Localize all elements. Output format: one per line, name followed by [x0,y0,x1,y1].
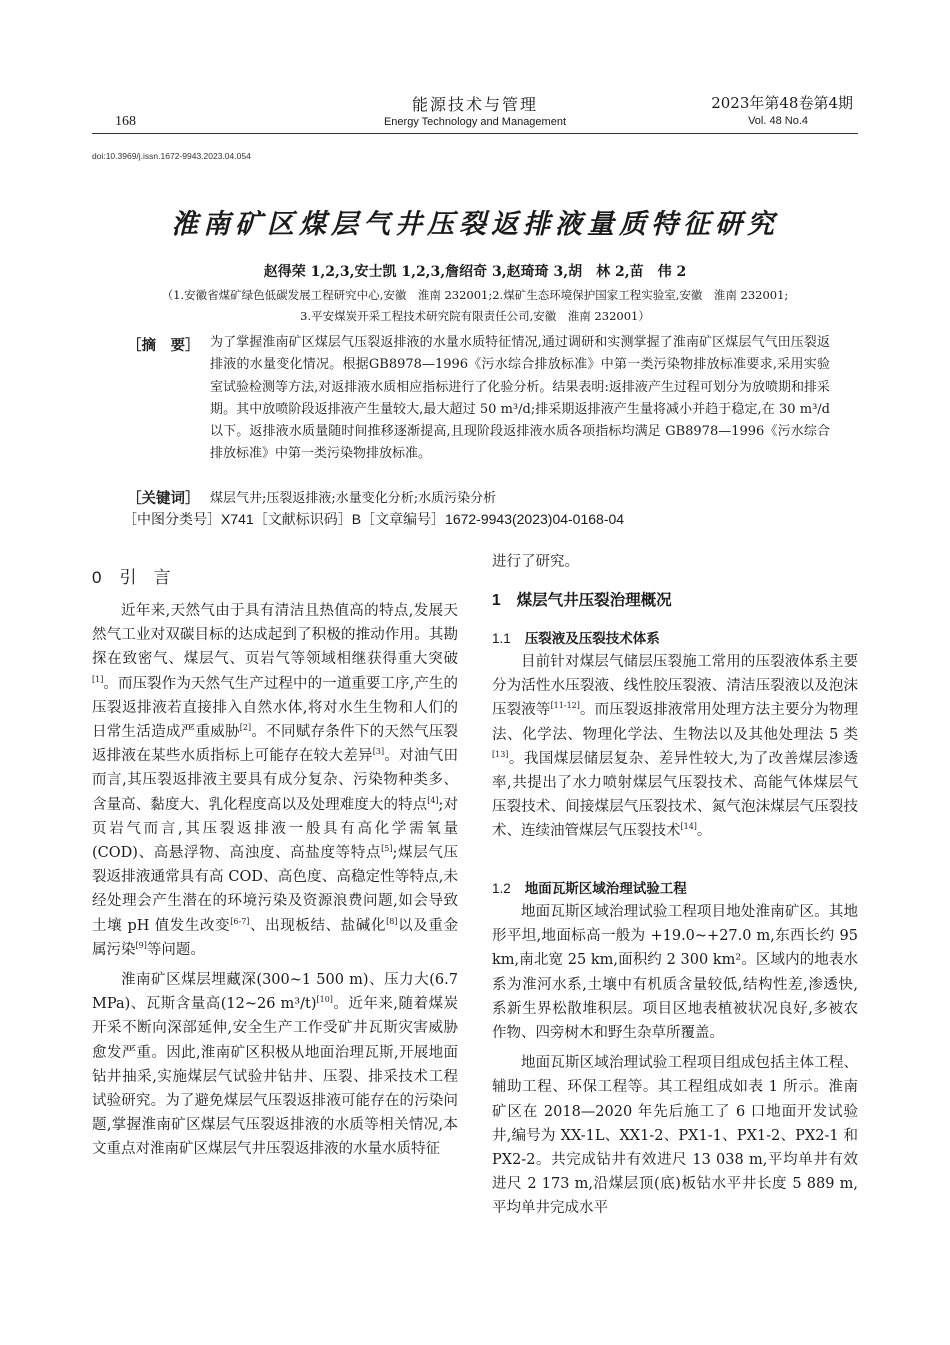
affiliation-line-2: 3.平安煤炭开采工程技术研究院有限责任公司,安徽 淮南 232001） [300,309,650,323]
citation: [1] [92,674,104,684]
section-heading-1 [492,588,672,610]
intro-paragraph-2: 淮南矿区煤层埋藏深(300~1 500 m)、压力大(6.7 MPa)、瓦斯含量高(12~26 m³/t)[10]。近年来,随着煤炭开采不断向深部延伸,安全生产工作受矿井瓦斯灾害威胁愈发严重。因此,淮南矿区积极从地面治理瓦斯,开展地面钻井抽采,实施煤层气试验井钻井、压裂、排采技术工程试验研究。为了避免煤层气压裂返排液可能存在的污染问题,掌握淮南矿区煤层气压裂返排液的水质等相关情况,本文重点对淮南矿区煤层气井压裂返排液的水量水质特征 [92,972,458,1158]
paper-title: 淮南矿区煤层气井压裂返排液量质特征研究 [171,209,779,240]
paragraph-1-2-a: 地面瓦斯区域治理试验工程项目地处淮南矿区。其地形平坦,地面标高一般为 +19.0~+27.0 m,东西长约 95 km,南北宽 25 km,面积约 2 300 km²。区域内的地表水系为淮河水系,土壤中有机质含量较低,结构性差,渗透快,系新生界松散堆积层。项目区地表植被状况良好,多被农作物、四旁树木和野生杂草所覆盖。 [492,904,858,1042]
right-column-continuation: 进行了研究。 [492,554,579,570]
abstract-text: 为了掌握淮南矿区煤层气压裂返排液的水量水质特征情况,通过调研和实测掌握了淮南矿区煤层气气田压裂返排液的水量变化情况。根据GB8978—1996《污水综合排放标准》中第一类污染物排放标准要求,采用实验室试验检测等方法,对返排液水质相应指标进行了化验分析。结果表明:返排液产生过程可划分为放喷期和排采期。其中放喷阶段返排液产生量较大,最大超过 50 m³/d;排采期返排液产生量将减小并趋于稳定,在 30 m³/d 以下。返排液水质量随时间推移逐渐提高,且现阶段返排液水质各项指标均满足 GB8978—1996《污水综合排放标准》中第一类污染物排放标准。 [210,335,830,462]
citation: [14] [680,822,697,832]
citation: [8] [386,916,398,926]
citation: [6-7] [230,916,250,926]
paragraph-1-1: 目前针对煤层气储层压裂施工常用的压裂液体系主要分为活性水压裂液、线性胶压裂液、清洁压裂液以及泡沫压裂液等[11-12]。而压裂返排液常用处理方法主要分为物理法、化学法、物理化学法、生物法以及其他处理法 5 类[13]。我国煤层储层复杂、差异性较大,为了改善煤层渗透率,共提出了水力喷射煤层气压裂技术、高能气体煤层气压裂技术、间接煤层气压裂技术、氮气泡沫煤层气压裂技术、连续油管煤层气压裂技术[14]。 [492,654,859,840]
page-number: 168 [115,114,136,129]
journal-name-cn: 能源技术与管理 [411,95,538,114]
section-title: 引 言 [119,568,171,587]
issue-en: Vol. 48 No.4 [748,115,808,127]
authors: 赵得荣 1,2,3,安士凯 1,2,3,詹绍奇 3,赵琦琦 3,胡 林 2,苗 伟 2 [263,264,687,280]
paragraphs-1-2 [492,900,858,1221]
section-number: 1 [492,592,501,609]
intro-paragraph-1: 近年来,天然气由于具有清洁且热值高的特点,发展天然气工业对双碳目标的达成起到了积极的推动作用。其勘探在致密气、煤层气、页岩气等领域相继获得重大突破[1]。而压裂作为天然气生产过程中的一道重要工序,产生的压裂返排液若直接排入自然水体,将对水生生物和人们的日常生活造成严重威胁[2]。不同赋存条件下的天然气压裂返排液在某些水质指标上可能存在较大差异[3]。对油气田而言,其压裂返排液主要具有成分复杂、污染物种类多、含量高、黏度大、乳化程度高以及处理难度大的特点[4];对页岩气而言,其压裂返排液一般具有高化学需氧量(COD)、高悬浮物、高浊度、高盐度等特点[5];煤层气压裂返排液通常具有高 COD、高色度、高稳定性等特点,未经处理会产生潜在的环境污染及资源浪费问题,如会导致土壤 pH 值发生改变[6-7]、出现板结、盐碱化[8]以及重金属污染[9]等问题。 [92,603,459,958]
citation: [10] [316,995,333,1005]
left-column [92,599,458,1162]
subsection-heading-1-1: 1.1 压裂液及压裂技术体系 [492,631,660,646]
issue-cn: 2023年第48卷第4期 [711,94,853,112]
citation: [9] [135,941,147,951]
doi: doi:10.3969/j.issn.1672-9943.2023.04.054 [92,151,251,161]
citation: [3] [372,747,385,757]
keywords-label: ［关键词］ [127,490,200,507]
section-title: 煤层气井压裂治理概况 [516,592,672,609]
citation: [5] [381,844,393,854]
keywords-text: 煤层气井;压裂返排液;水量变化分析;水质污染分析 [210,491,497,506]
paragraph-1-2-b: 地面瓦斯区域治理试验工程项目组成包括主体工程、辅助工程、环保工程等。其工程组成如表 1 所示。淮南矿区在 2018—2020 年先后施工了 6 口地面开发试验井,编号为 XX-1L、XX1-2、PX1-1、PX1-2、PX2-1 和 PX2-2。共完成钻井有效进尺 13 038 m,平均单井有效进尺 2 173 m,沿煤层顶(底)板钻水平井长度 5 889 m,平均单井完成水平 [492,1055,858,1217]
section-number: 0 [92,568,102,587]
citation: [4] [427,795,439,805]
journal-name-en: Energy Technology and Management [383,116,567,128]
citation: [11-12] [550,701,580,711]
classification-line: ［中图分类号］X741［文献标识码］B［文章编号］1672-9943(2023)04-0168-04 [123,511,625,527]
affiliation-line-1: （1.安徽省煤矿绿色低碳发展工程研究中心,安徽 淮南 232001;2.煤矿生态环境保护国家工程实验室,安徽 淮南 232001; [161,288,789,302]
header-rule [92,133,858,134]
subsection-heading-1-2: 1.2 地面瓦斯区域治理试验工程 [492,881,687,896]
citation: [2] [239,723,252,733]
citation: [13] [492,749,509,759]
abstract-label: ［摘 要］ [127,337,200,354]
section-heading-intro [92,563,170,588]
